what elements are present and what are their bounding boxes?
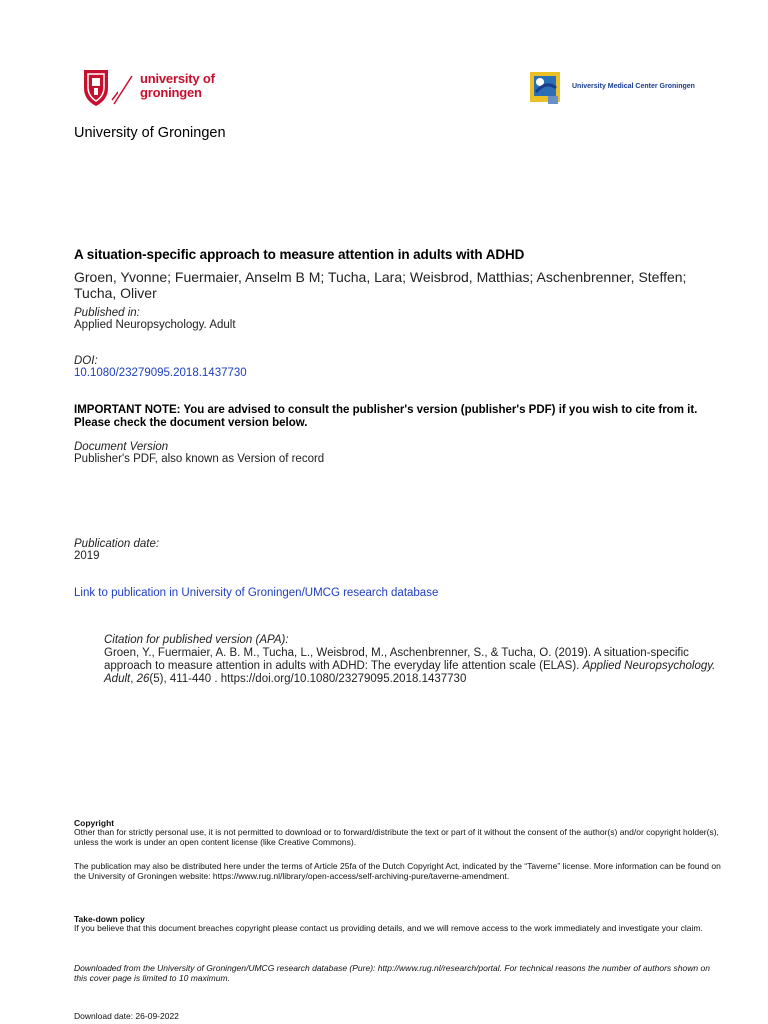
publication-date-section [74,538,159,562]
copyright-text-1: Other than for strictly personal use, it is not permitted to download or to forward/distribute the text or part of it without the consent of the author(s) and/or copyright holder(s), unless the work is under an open content license (like Creative Commons). [74,827,719,847]
citation-text [104,647,724,686]
takedown-section [74,914,724,934]
slash-divider-icon [112,74,134,106]
published-in-label: Published in: [74,307,140,319]
published-in-section [74,307,236,331]
copyright-heading: Copyright [74,818,115,828]
doi-link[interactable]: 10.1080/23279095.2018.1437730 [74,367,247,379]
authors: Groen, Yvonne; Fuermaier, Anselm B M; Tucha, Lara; Weisbrod, Matthias; Aschenbrenner, Steffen; Tucha, Oliver [74,269,687,301]
important-note: IMPORTANT NOTE: You are advised to consult the publisher's version (publisher's PDF) if you wish to cite from it. Please check the document version below. [74,404,698,429]
takedown-text: If you believe that this document breaches copyright please contact us providing details, and we will remove access to the work immediately and investigate your claim. [74,923,703,933]
citation-section [104,634,724,686]
university-of-groningen-logo [78,66,238,110]
publication-date-value: 2019 [74,550,100,562]
doi-section [74,355,247,379]
citation-separator: , [130,673,137,685]
doi-label: DOI: [74,355,98,367]
umcg-logo [526,66,706,112]
document-version-label: Document Version [74,441,169,453]
downloaded-from-note: Downloaded from the University of Groningen/UMCG research database (Pure): http://www.rug.nl/research/portal. For technical reasons the number of authors shown on this cover page is limited to 10 maximum. [74,963,710,983]
citation-issue-pages: (5), 411-440 . https://doi.org/10.1080/23279095.2018.1437730 [149,673,467,685]
umcg-emblem-icon [526,66,568,112]
logo-text-line1: university of [140,71,215,86]
publication-date-label: Publication date: [74,538,160,550]
takedown-heading: Take-down policy [74,914,145,924]
citation-journal: Applied Neuropsychology. Adult [104,660,716,685]
citation-label: Citation for published version (APA): [104,634,289,646]
database-link[interactable]: Link to publication in University of Groningen/UMCG research database [74,587,439,599]
copyright-section [74,818,724,881]
citation-volume: 26 [136,673,150,685]
document-version-section [74,441,324,465]
citation-body: Groen, Y., Fuermaier, A. B. M., Tucha, L., Weisbrod, M., Aschenbrenner, S., & Tucha, O. (2019). A situation-specific approach to measure attention in adults with ADHD: The everyday life attention scale (ELAS). [104,647,689,672]
document-version-value: Publisher's PDF, also known as Version of record [74,453,325,465]
paper-title: A situation-specific approach to measure attention in adults with ADHD [74,247,525,262]
logo-text-line2: groningen [140,85,202,100]
institution-name: University of Groningen [74,125,226,141]
download-date: Download date: 26-09-2022 [74,1011,179,1021]
copyright-text-2: The publication may also be distributed here under the terms of Article 25fa of the Dutch Copyright Act, indicated by the “Taverne” license. More information can be found on the University of Groningen website: https://www.rug.nl/library/open-access/self-archiving-pure/taverne-amendment. [74,861,721,881]
published-in-value: Applied Neuropsychology. Adult [74,319,236,331]
umcg-logo-text: University Medical Center Groningen [572,83,695,90]
